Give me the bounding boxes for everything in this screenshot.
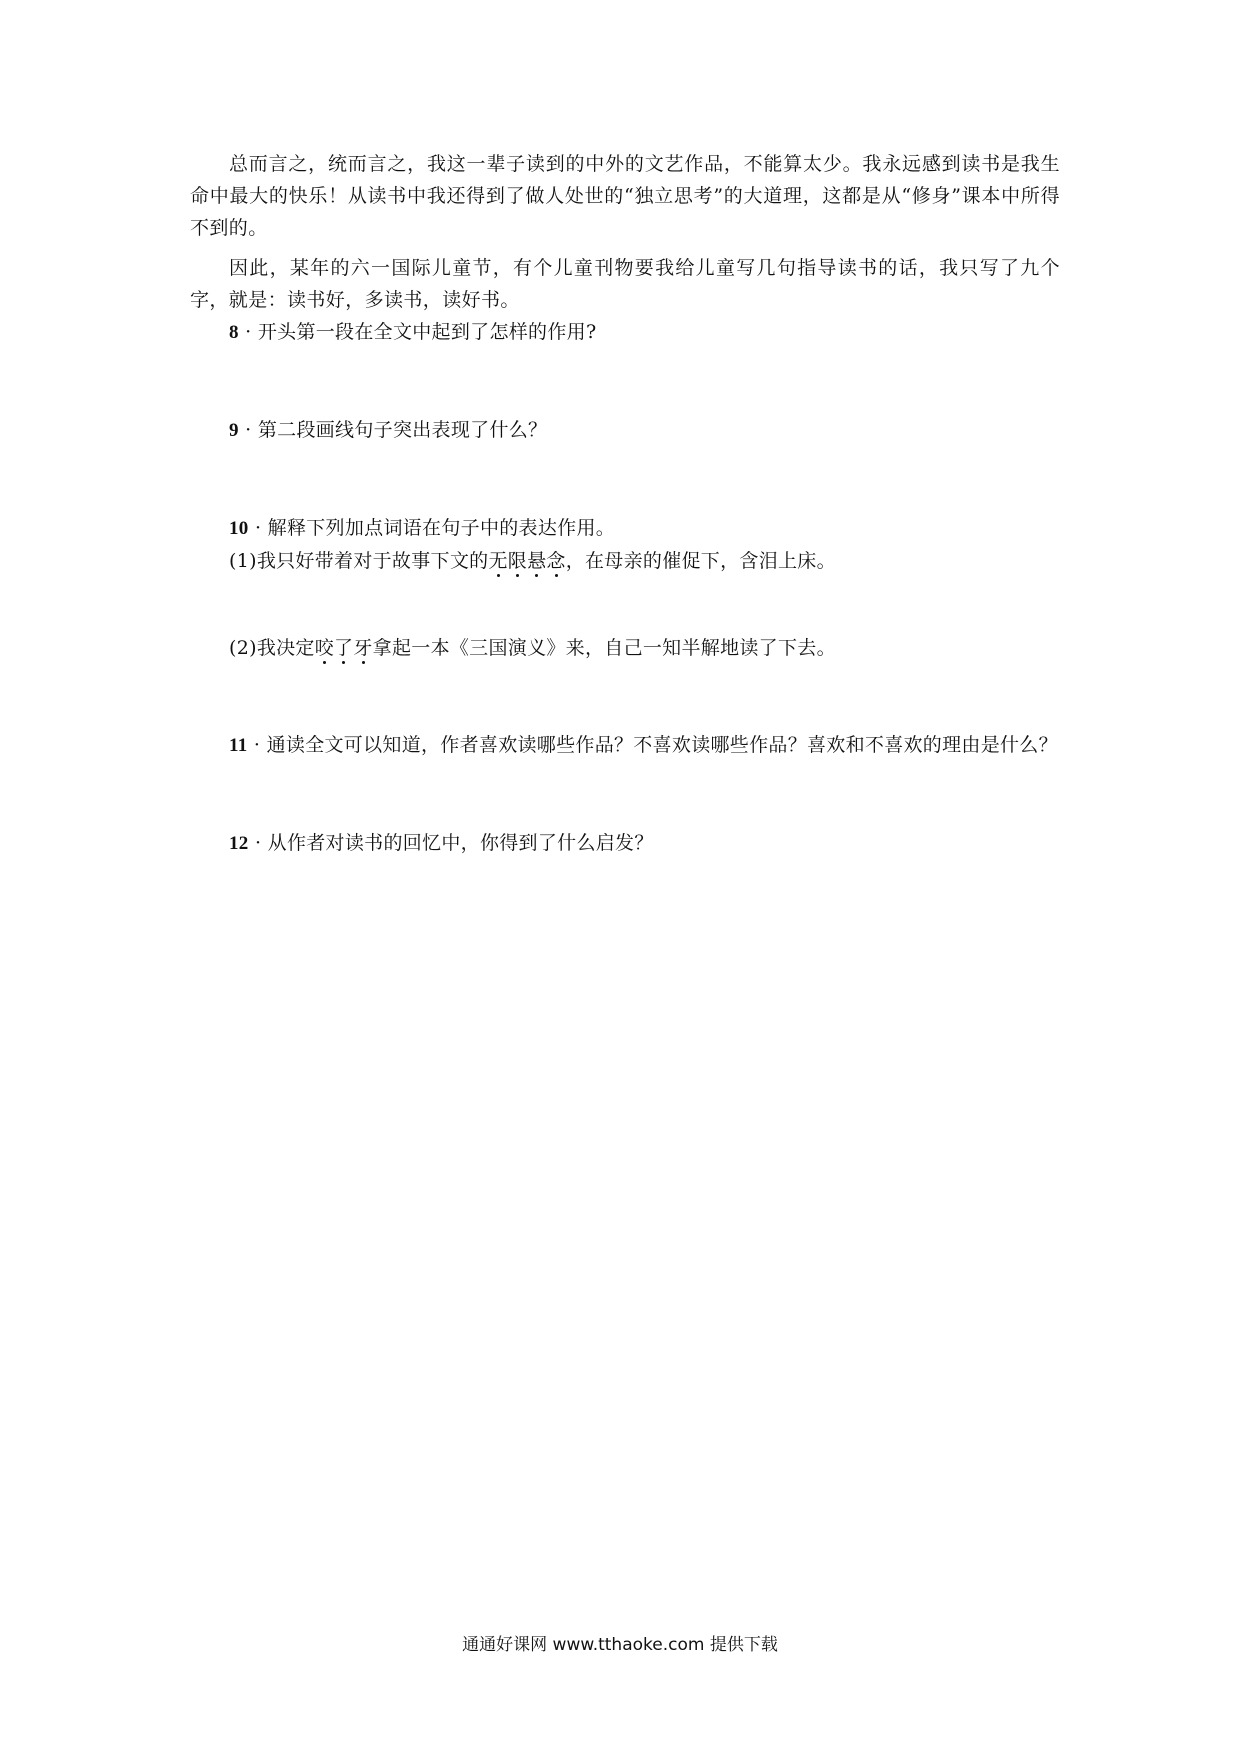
question-8 xyxy=(190,316,1060,349)
sub-question-label: (2) xyxy=(229,637,257,659)
question-number: 8 xyxy=(229,322,239,343)
passage-paragraph-2: 因此，某年的六一国际儿童节，有个儿童刊物要我给儿童写几句指导读书的话，我只写了九个字，就是：读书好，多读书，读好书。 xyxy=(190,257,1060,311)
question-separator: · xyxy=(245,419,252,441)
page-footer: 通通好课网 www.tthaoke.com 提供下载 xyxy=(462,1635,778,1655)
emphasis-dotted-char: 了 xyxy=(334,637,354,659)
question-number: 10 xyxy=(229,518,249,539)
question-10 xyxy=(190,512,1060,545)
emphasis-dotted-char: 念 xyxy=(546,550,566,572)
emphasis-dotted-char: 牙 xyxy=(353,637,373,659)
question-text: 解释下列加点词语在句子中的表达作用。 xyxy=(267,517,616,539)
emphasis-dotted-char: 限 xyxy=(507,550,528,572)
sentence-after: 拿起一本《三国演义》来，自己一知半解地读了下去。 xyxy=(372,637,836,659)
question-separator: · xyxy=(253,734,261,756)
question-12 xyxy=(190,827,1060,860)
question-9 xyxy=(190,414,1060,447)
sub-question-2 xyxy=(190,632,1060,664)
sub-question-1 xyxy=(190,545,1060,577)
question-separator: · xyxy=(254,832,262,854)
question-number: 11 xyxy=(229,735,248,756)
emphasis-dotted-char: 咬 xyxy=(314,637,335,659)
emphasis-dotted-char: 无 xyxy=(488,550,508,572)
emphasis-dotted-char: 悬 xyxy=(527,550,547,572)
question-number: 12 xyxy=(229,833,249,854)
question-number: 9 xyxy=(229,420,239,441)
question-text: 从作者对读书的回忆中，你得到了什么启发？ xyxy=(267,832,654,854)
question-11 xyxy=(190,729,1060,762)
question-text: 第二段画线句子突出表现了什么？ xyxy=(257,419,548,441)
question-separator: · xyxy=(254,517,262,539)
question-text: 通读全文可以知道，作者喜欢读哪些作品？不喜欢读哪些作品？喜欢和不喜欢的理由是什么？ xyxy=(266,734,1058,756)
question-separator: · xyxy=(245,321,252,343)
sentence-before: 我只好带着对于故事下文的 xyxy=(256,550,489,572)
passage-paragraph-1: 总而言之，统而言之，我这一辈子读到的中外的文艺作品，不能算太少。我永远感到读书是我生命中最大的快乐！从读书中我还得到了做人处世的“独立思考”的大道理，这都是从“修身”课本中所得不到的。 xyxy=(190,153,1060,239)
sentence-after: ，在母亲的催促下，含泪上床。 xyxy=(565,550,836,572)
sub-question-label: (1) xyxy=(229,550,257,572)
document-body xyxy=(190,148,1060,860)
question-text: 开头第一段在全文中起到了怎样的作用? xyxy=(257,321,597,343)
sentence-before: 我决定 xyxy=(256,637,315,659)
